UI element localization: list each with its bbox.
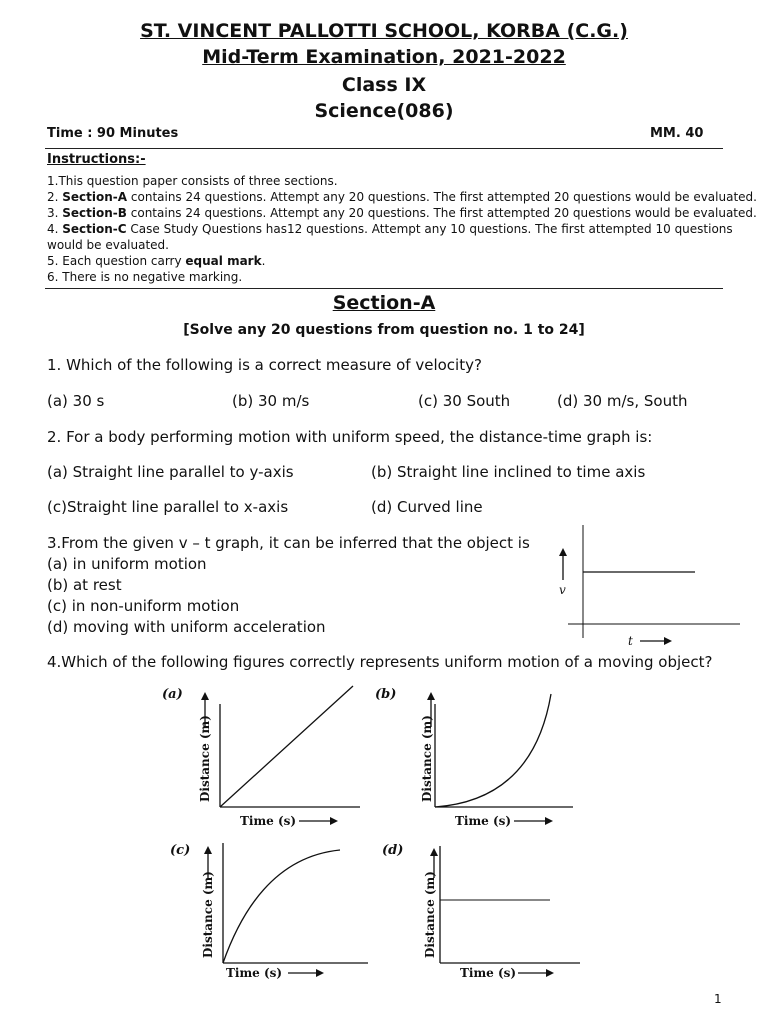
q4b-y-label: Distance (m) [420,715,434,802]
divider [45,148,723,149]
q3-option-c: (c) in non-uniform motion [47,597,240,615]
instruction-1: 1.This question paper consists of three sections. [47,174,338,188]
instruction-6: 6. There is no negative marking. [47,270,243,284]
q4c-x-label: Time (s) [226,966,283,980]
q2-option-a: (a) Straight line parallel to y-axis [47,463,294,481]
instruction-5: 5. Each question carry equal mark. [47,254,266,268]
q3-up-arrowhead [559,548,567,556]
class-label: Class IX [341,74,427,96]
q1-option-a: (a) 30 s [47,392,105,410]
q4d-y-label: Distance (m) [423,871,437,958]
q2-option-b: (b) Straight line inclined to time axis [371,463,646,481]
question-2: 2. For a body performing motion with uniform speed, the distance-time graph is: [47,428,653,446]
question-4: 4.Which of the following figures correctly represents uniform motion of a moving object? [47,653,713,671]
q4d-y-arrowhead [430,848,438,856]
q2-option-d: (d) Curved line [371,498,483,516]
q4-figure-a [160,682,370,832]
q1-option-c: (c) 30 South [418,392,511,410]
time-label: Time : 90 Minutes [47,126,179,141]
q4c-y-label: Distance (m) [201,871,215,958]
q1-option-d: (d) 30 m/s, South [557,392,688,410]
q4-figure-c-label: (c) [170,843,191,858]
divider [45,288,723,289]
q4-figure-c [168,838,378,988]
instructions-title: Instructions:- [47,152,146,167]
max-marks: MM. 40 [650,126,704,141]
q4c-y-arrowhead [204,846,212,854]
exam-title: Mid-Term Examination, 2021-2022 [202,46,566,68]
q4-figure-d-label: (d) [382,843,404,858]
q4b-x-arrowhead [545,817,553,825]
q2-option-c: (c)Straight line parallel to x-axis [47,498,289,516]
instruction-4-continued: would be evaluated. [47,238,169,252]
q4c-curve [223,850,340,963]
q4-figure-b-label: (b) [375,687,397,702]
q4d-x-label: Time (s) [460,966,517,980]
question-3: 3.From the given v – t graph, it can be inferred that the object is [47,534,530,552]
instruction-3: 3. Section-B contains 24 questions. Attempt any 20 questions. The first attempted 20 questions would be evaluated. [47,206,757,220]
q4a-x-label: Time (s) [240,814,297,828]
instruction-2: 2. Section-A contains 24 questions. Attempt any 20 questions. The first attempted 20 questions would be evaluated. [47,190,757,204]
subject-label: Science(086) [314,100,454,122]
page-number: 1 [714,992,722,1006]
q4a-curve [220,686,353,807]
q4d-x-arrowhead [546,969,554,977]
q3-option-a: (a) in uniform motion [47,555,207,573]
q3-vt-graph [548,520,748,650]
q1-option-b: (b) 30 m/s [232,392,310,410]
q4-figure-b [373,682,583,832]
q4a-x-arrowhead [330,817,338,825]
section-title: Section-A [332,292,436,314]
q4c-x-arrowhead [316,969,324,977]
q3-option-d: (d) moving with uniform acceleration [47,618,326,636]
question-1: 1. Which of the following is a correct measure of velocity? [47,356,482,374]
q3-right-arrowhead [664,637,672,645]
q4a-y-arrowhead [201,692,209,700]
section-subtitle: [Solve any 20 questions from question no. 1 to 24] [183,322,585,338]
q3-option-b: (b) at rest [47,576,122,594]
q4b-curve [435,694,551,807]
q3-y-label: v [559,583,566,597]
q4b-y-arrowhead [427,692,435,700]
q4b-x-label: Time (s) [455,814,512,828]
q3-x-label: t [628,634,633,648]
school-name: ST. VINCENT PALLOTTI SCHOOL, KORBA (C.G.) [140,20,628,42]
instruction-4: 4. Section-C Case Study Questions has12 questions. Attempt any 10 questions. The first attempted 10 questions [47,222,733,236]
q4-figure-d [380,838,590,988]
q4a-y-label: Distance (m) [198,715,212,802]
q4-figure-a-label: (a) [162,687,183,702]
